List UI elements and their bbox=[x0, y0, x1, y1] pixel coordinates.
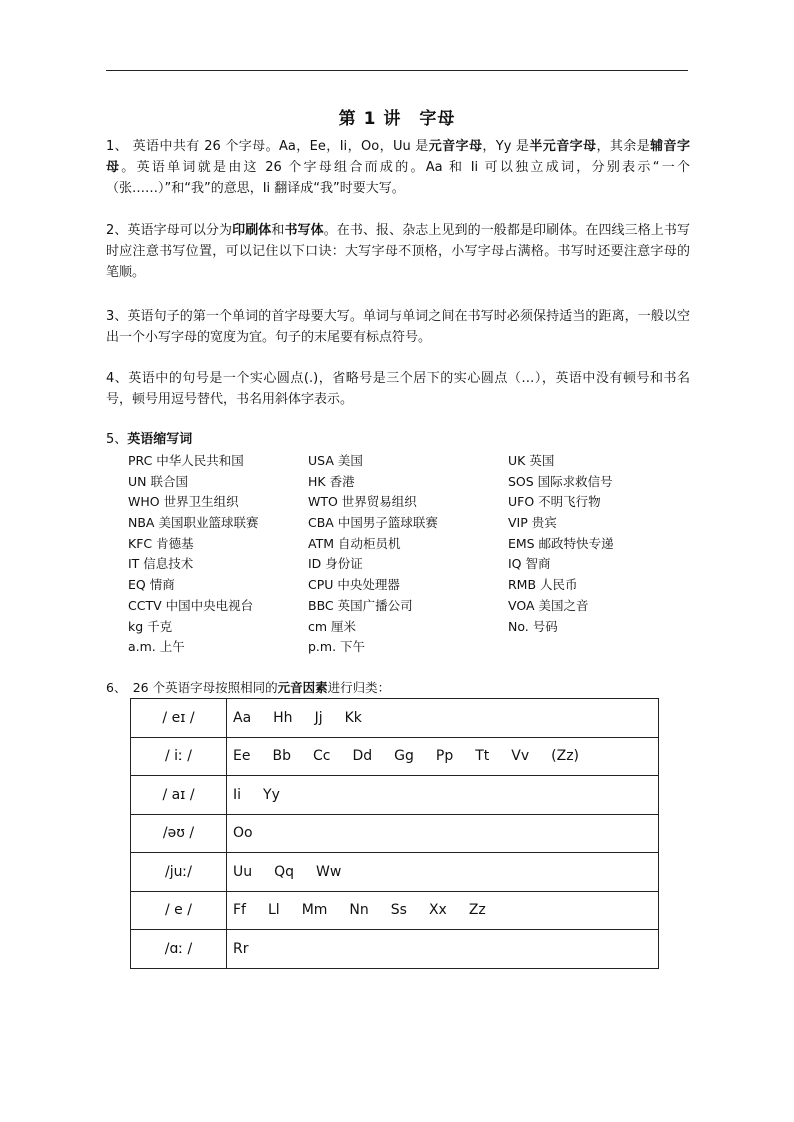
vowel-table-row bbox=[131, 891, 659, 930]
abbreviation-row bbox=[128, 637, 688, 658]
abbreviation-item: EQ 情商 bbox=[128, 577, 175, 593]
p1-text-a: 1、 英语中共有 26 个字母。Aa，Ee，Ii，Oo，Uu 是 bbox=[106, 139, 429, 154]
letters-cell bbox=[227, 776, 659, 815]
letter-pair: Ii bbox=[233, 786, 242, 803]
letter-pair: Jj bbox=[314, 709, 323, 726]
letter-pair: Yy bbox=[263, 786, 280, 803]
abbreviation-item: NBA 美国职业篮球联赛 bbox=[128, 515, 259, 531]
p2-text-a: 2、英语字母可以分为 bbox=[106, 223, 233, 238]
paragraph-2 bbox=[106, 220, 690, 283]
abbreviation-row bbox=[128, 472, 688, 493]
abbreviation-row bbox=[128, 492, 688, 513]
abbreviation-item: WTO 世界贸易组织 bbox=[308, 494, 417, 510]
letter-pair: Ss bbox=[390, 902, 407, 919]
abbreviation-item: WHO 世界卫生组织 bbox=[128, 494, 239, 510]
vowel-table-row bbox=[131, 699, 659, 738]
section-6-bold: 元音因素 bbox=[277, 680, 328, 695]
p2-bold-script: 书写体 bbox=[284, 223, 324, 238]
letter-pair: Cc bbox=[312, 748, 331, 765]
vowel-table-row bbox=[131, 814, 659, 853]
p1-text-e: 。英语单词就是由这 26 个字母组合而成的。Aa 和 Ii 可以独立成词，分别表示“一个（张……）”和“我”的意思，Ii 翻译成“我”时要大写。 bbox=[106, 160, 690, 196]
abbreviation-item: HK 香港 bbox=[308, 473, 355, 489]
header-rule bbox=[106, 70, 688, 71]
letter-pair: Dd bbox=[352, 748, 373, 765]
letters-cell bbox=[227, 737, 659, 776]
section-5-heading bbox=[106, 429, 192, 450]
letter-pair: Vv bbox=[511, 748, 530, 765]
abbreviation-item: CCTV 中国中央电视台 bbox=[128, 597, 254, 613]
abbreviation-row bbox=[128, 534, 688, 555]
abbreviation-item: p.m. 下午 bbox=[308, 639, 366, 655]
paragraph-1 bbox=[106, 136, 690, 199]
letter-pair: (Zz) bbox=[551, 748, 580, 765]
abbreviation-item: SOS 国际求救信号 bbox=[508, 473, 613, 489]
p2-text-d: 。在书、报、杂志上见到的一般都是印刷体。在四线三格上书写时应注意书写位置，可以记住以下口诀：大写字母不顶格，小写字母占满格。书写时还要注意字母的笔顺。 bbox=[106, 223, 690, 280]
vowel-table-row bbox=[131, 776, 659, 815]
section-5-title: 英语缩写词 bbox=[127, 432, 193, 447]
abbreviation-row bbox=[128, 575, 688, 596]
letter-pair: Pp bbox=[435, 748, 454, 765]
p2-text-c: 和 bbox=[271, 223, 285, 238]
abbreviation-item: PRC 中华人民共和国 bbox=[128, 453, 244, 468]
abbreviation-item: USA 美国 bbox=[308, 453, 363, 468]
abbreviation-item: EMS 邮政特快专递 bbox=[508, 535, 614, 551]
section-6-text-c: 进行归类： bbox=[327, 680, 391, 695]
abbreviation-row bbox=[128, 617, 688, 638]
letter-pair: Ff bbox=[233, 902, 246, 919]
letter-pair: Aa bbox=[233, 709, 252, 726]
p1-bold-semivowel: 半元音字母 bbox=[529, 139, 597, 154]
phoneme-cell: / eɪ / bbox=[131, 699, 227, 738]
abbreviation-item: IT 信息技术 bbox=[128, 556, 194, 572]
abbreviation-item: kg 千克 bbox=[128, 618, 173, 634]
letters-cell bbox=[227, 853, 659, 892]
paragraph-3: 3、英语句子的第一个单词的首字母要大写。单词与单词之间在书写时必须保持适当的距离，一般以空出一个小写字母的宽度为宜。句子的末尾要有标点符号。 bbox=[106, 309, 690, 345]
abbreviation-item: UN 联合国 bbox=[128, 473, 188, 489]
phoneme-cell: /əʊ / bbox=[131, 814, 227, 853]
abbreviation-item: VIP 贵宾 bbox=[508, 515, 557, 531]
phoneme-cell: / e / bbox=[131, 891, 227, 930]
letter-pair: Qq bbox=[274, 863, 295, 880]
letter-pair: Nn bbox=[349, 902, 369, 919]
abbreviation-item: CPU 中央处理器 bbox=[308, 577, 400, 593]
p1-text-c: ，Yy 是 bbox=[482, 139, 530, 154]
abbreviation-item: ID 身份证 bbox=[308, 556, 363, 572]
abbreviation-item: No. 号码 bbox=[508, 618, 558, 634]
abbreviation-row bbox=[128, 513, 688, 534]
letter-pair: Hh bbox=[273, 709, 293, 726]
section-6-text-a: 6、 26 个英语字母按照相同的 bbox=[106, 680, 278, 695]
letters-cell bbox=[227, 891, 659, 930]
letter-pair: Ll bbox=[267, 902, 280, 919]
vowel-table-row bbox=[131, 737, 659, 776]
abbreviation-item: IQ 智商 bbox=[508, 556, 551, 572]
vowel-table-row bbox=[131, 853, 659, 892]
letters-cell bbox=[227, 699, 659, 738]
abbreviation-item: VOA 美国之音 bbox=[508, 597, 589, 613]
letter-pair: Ee bbox=[233, 748, 251, 765]
letter-pair: Xx bbox=[428, 902, 447, 919]
vowel-table-row bbox=[131, 930, 659, 969]
letter-pair: Mm bbox=[301, 902, 328, 919]
abbreviation-item: ATM 自动柜员机 bbox=[308, 535, 401, 551]
abbreviation-list bbox=[128, 451, 688, 658]
letter-pair: Ww bbox=[316, 863, 342, 880]
abbreviation-item: a.m. 上午 bbox=[128, 639, 185, 655]
page-title: 第 1 讲 字母 bbox=[338, 109, 456, 129]
abbreviation-row bbox=[128, 596, 688, 617]
abbreviation-row bbox=[128, 451, 688, 472]
abbreviation-row bbox=[128, 554, 688, 575]
phoneme-cell: /ɑː / bbox=[131, 930, 227, 969]
letter-pair: Kk bbox=[344, 709, 362, 726]
letter-pair: Rr bbox=[233, 940, 249, 957]
letter-pair: Zz bbox=[468, 902, 486, 919]
p2-bold-print: 印刷体 bbox=[232, 223, 272, 238]
letter-pair: Uu bbox=[233, 863, 253, 880]
letter-pair: Oo bbox=[233, 825, 253, 842]
abbreviation-item: RMB 人民币 bbox=[508, 577, 578, 593]
p1-text-d: ，其余是 bbox=[596, 139, 651, 154]
letters-cell bbox=[227, 930, 659, 969]
p1-bold-vowel: 元音字母 bbox=[428, 139, 483, 154]
phoneme-cell: / aɪ / bbox=[131, 776, 227, 815]
paragraph-4: 4、英语中的句号是一个实心圆点(.)，省略号是三个居下的实心圆点（…），英语中没有顿号和书名号，顿号用逗号替代，书名用斜体字表示。 bbox=[106, 371, 690, 407]
abbreviation-item: KFC 肯德基 bbox=[128, 535, 194, 551]
abbreviation-item: CBA 中国男子篮球联赛 bbox=[308, 515, 438, 531]
section-6-heading bbox=[106, 678, 390, 698]
abbreviation-item: UFO 不明飞行物 bbox=[508, 494, 601, 510]
p1-bold-consonant: 辅音字母 bbox=[106, 139, 690, 175]
abbreviation-item: BBC 英国广播公司 bbox=[308, 597, 413, 613]
letter-pair: Tt bbox=[475, 748, 490, 765]
phoneme-cell: / iː / bbox=[131, 737, 227, 776]
abbreviation-item: cm 厘米 bbox=[308, 618, 357, 634]
letter-pair: Gg bbox=[394, 748, 414, 765]
letter-pair: Bb bbox=[272, 748, 291, 765]
vowel-table bbox=[130, 698, 659, 969]
abbreviation-item: UK 英国 bbox=[508, 453, 555, 468]
section-5-number: 5、 bbox=[106, 432, 128, 447]
phoneme-cell: /juː/ bbox=[131, 853, 227, 892]
letters-cell bbox=[227, 814, 659, 853]
